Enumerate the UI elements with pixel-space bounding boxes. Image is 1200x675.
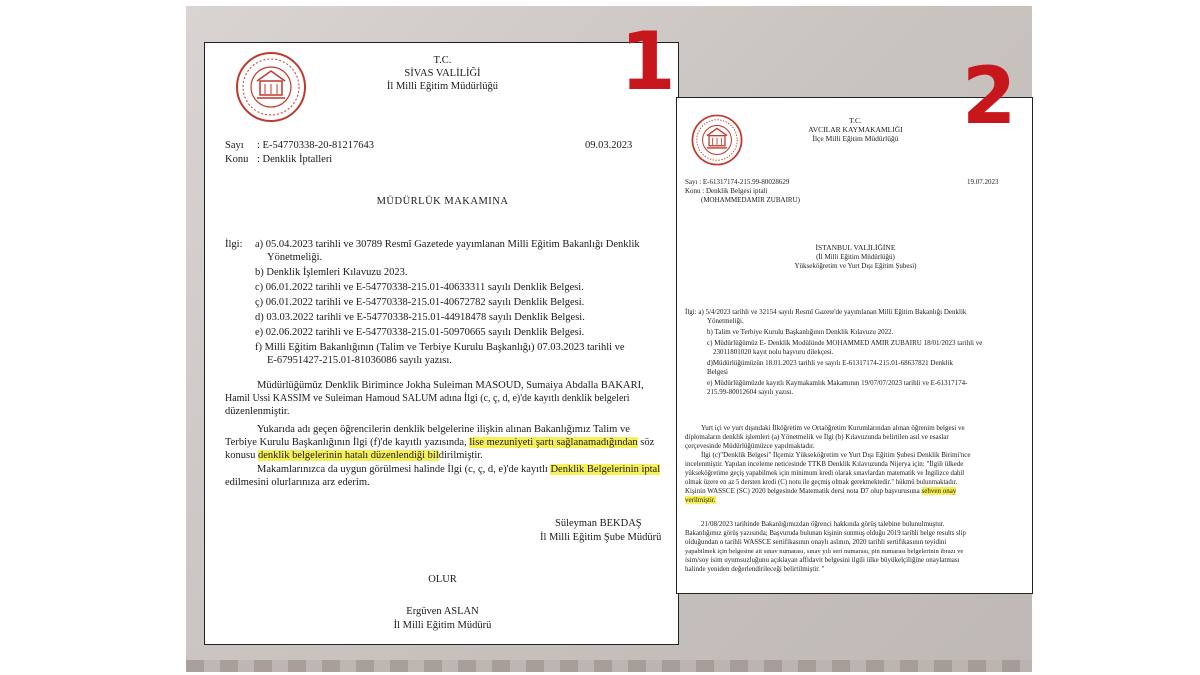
ilgi-line: Yönetmeliği. [707,317,744,325]
ilgi-line: e) Müdürlüğümüzde kayıtlı Kaymakamlık Makamının 19/07/07/2023 tarihli ve E-61317174- [707,379,968,387]
paragraph-1-line: diplomaların denklik işlemleri (a) Yönetmelik ve İlgi (b) Kılavuzunda belirtilen asıl ve esaslar [685,433,949,441]
paragraph-1-line: Yurt içi ve yurt dışındaki İlköğretim ve Ortaöğretim Kurumlarından alınan öğrenim belgesi ve [701,424,965,432]
paragraph-2-line [685,487,956,496]
ilgi-label: İlgi: [225,239,243,250]
paragraph-1-line: Müdürlüğümüz Denklik Birimince Jokha Suleiman MASOUD, Sumaiya Abdalla BAKARI, [257,380,644,391]
header-province: SİVAS VALİLİĞİ [404,68,481,79]
konu-value: : Denklik İptalleri [257,154,333,165]
konu-line: Konu : Denklik Belgesi iptali [685,187,768,195]
paragraph-3-line: edilmesini olurlarınıza arz ederim. [225,477,370,488]
paragraph-1-line: düzenlenmiştir. [225,406,290,417]
paragraph-3-line: halinde yeniden değerlendirileceği belirtilmiştir. " [685,565,825,573]
text-segment: söz [640,437,655,448]
highlighted-text: lise mezuniyeti şartı sağlanamadığından [469,437,638,448]
ilgi-item: Yönetmeliği. [267,252,323,263]
header-directorate: İl Milli Eğitim Müdürlüğü [386,81,499,92]
text-segment: konusu [225,450,256,461]
paragraph-3-line: 21/08/2023 tarihinde Bakanlığımızdan öğrenci hakkında görüş talebine bulunulmuştur. [701,520,945,528]
approver-name: Ergüven ASLAN [406,606,479,617]
highlighted-text: Denklik Belgelerinin iptal [550,464,661,475]
text-segment: Makamlarınızca da uygun görülmesi halinde İlgi (c, ç, d, e)'de kayıtlı [257,464,548,475]
highlighted-text: denklik belgelerinin hatalı düzenlendiği bil [257,450,439,461]
text-segment: dirilmiştir. [438,450,483,461]
ilgi-item: d) 03.03.2022 tarihli ve E-54770338-215.01-44918478 sayılı Denklik Belgesi. [255,312,585,323]
olur-label: OLUR [428,574,457,585]
number-label-2: 2 [962,52,1017,142]
ilgi-item: b) Denklik İşlemleri Kılavuzu 2023. [255,267,408,278]
header-tc: T.C. [849,116,862,125]
ilgi-item: ç) 06.01.2022 tarihli ve E-54770338-215.01-40672782 sayılı Denklik Belgesi. [255,297,585,308]
ilgi-line: d)Müdürlüğümüzün 18.01.2023 tarihli ve sayılı E-61317174-215.01-68637821 Denklik [707,359,953,367]
highlighted-text: sehven onay [921,487,957,495]
addressee: İSTANBUL VALİLİĞİNE [815,243,896,252]
paragraph-3-line: yapabilmek için belgesine ait sınav numarası, sınav yılı seri numarası, pin numarası belgelerinin ibrazı ve [685,548,964,555]
header-directorate: İlçe Milli Eğitim Müdürlüğü [812,134,899,143]
konu-label: Konu [225,154,249,165]
paragraph-3-line: olduğundan o tarihli WASSCE sertifikasının onaylı aslının, 2020 tarihli sertifikasının teyidini [685,538,947,546]
paragraph-3-line: isim/soy isim uyumsuzluğunu açıklayan affidavit belgesini ilgili ülke büyükelçiliğine onaylatması [685,556,960,564]
document-date: 19.07.2023 [967,178,999,186]
paragraph-2-line: Yukarıda adı geçen öğrencilerin denklik belgelerine ilişkin alınan Bakanlığımız Talim ve [257,424,630,435]
sayi-line: Sayı : E-61317174-215.99-80028629 [685,178,790,186]
ilgi-line: b) Talim ve Terbiye Kurulu Başkanlığının Denklik Kılavuzu 2022. [707,328,894,336]
ilgi-item: e) 02.06.2022 tarihli ve E-54770338-215.01-50970665 sayılı Denklik Belgesi. [255,327,585,338]
paragraph-3-line [257,463,660,476]
ilgi-line: 23011801020 kayıt nolu başvuru dilekçesi. [713,348,834,356]
paragraph-3-line: Bakanlığımız görüş yazısında; Başvuruda bulunan kişinin sunmuş olduğu 2019 tarihli belge results slip [685,530,966,537]
ilgi-item: f) Milli Eğitim Bakanlığının (Talim ve Terbiye Kurulu Başkanlığı) 07.03.2023 tarihli ve [255,342,625,353]
signer-name: Süleyman BEKDAŞ [555,518,642,529]
header-tc: T.C. [433,55,452,66]
paragraph-2-line: yükseköğretime geçiş yapabilmek için minimum kredi olarak sınavlardan matematik ve İngilizce dahil [685,470,965,477]
ilgi-line: Belgesi [707,368,728,376]
approver-title: İl Milli Eğitim Müdürü [393,620,492,631]
ilgi-item: a) 05.04.2023 tarihli ve 30789 Resmî Gazetede yayımlanan Milli Eğitim Bakanlığı Denklik [255,239,640,250]
konu-name: (MOHAMMEDAMIR ZUBAIRU) [701,196,800,204]
ilgi-line: c) Müdürlüğümüz E- Denklik Modülünde MOHAMMED AMIR ZUBAIRU 18/01/2023 tarihli ve [707,339,983,347]
document-date: 09.03.2023 [585,140,633,151]
paragraph-2-line: olmak üzere en az 5 dersten kredi (C) notu ile geçmiş olmak gerekmektedir." hükmü bulunmaktadır. [685,479,958,486]
text-segment: Kişinin WASSCE (SC) 2020 belgesinde Matematik dersi nota D7 olup başvurusuna [685,487,920,495]
paragraph-1-line: Hamil Ussi KASSIM ve Suleiman Hamoud SALUM adına İlgi (c, ç, d, e)'de kayıtlı denklik belgeleri [225,393,630,404]
ilgi-item: E-67951427-215.01-81036086 sayılı yazısı. [267,355,452,366]
paragraph-2-line [225,436,654,449]
signer-title: İl Milli Eğitim Şube Müdürü [540,532,662,543]
paragraph-1-line: çerçevesinde Müdürlüğümüzce yapılmaktadır. [685,442,815,450]
paragraph-2-line [685,496,716,505]
document-1 [204,42,679,645]
addressee-line: Yükseköğretim ve Yurt Dışı Eğitim Şubesi) [794,262,917,270]
paragraph-2-line: incelenmiştir. Yapılan inceleme neticesinde TTKB Denklik Kılavuzunda Nijerya için: "İlgili ülkede [685,460,964,468]
background-edge [186,660,1032,672]
paragraph-2-line: İlgi (c)"Denklik Belgesi" İlçemiz Yükseköğretim ve Yurt Dışı Eğitim Şubesi Denklik Birimi'nce [701,451,971,459]
number-label-1: 1 [620,15,676,108]
sayi-label: Sayı [225,140,244,151]
addressee: MÜDÜRLÜK MAKAMINA [376,196,509,207]
highlighted-text: verilmiştir. [685,496,716,504]
header-district: AVCILAR KAYMAKAMLIĞI [808,125,903,134]
ilgi-line: 215.99-80012604 sayılı yazısı. [707,388,794,396]
ilgi-item: c) 06.01.2022 tarihli ve E-54770338-215.01-40633311 sayılı Denklik Belgesi. [255,282,584,293]
paragraph-2-line [225,449,483,462]
text-segment: Terbiye Kurulu Başkanlığının İlgi (f)'de kayıtlı yazısında, [225,437,467,448]
addressee-line: (İl Milli Eğitim Müdürlüğü) [816,253,895,261]
ilgi-line: İlgi: a) 5/4/2023 tarihli ve 32154 sayılı Resmî Gazete'de yayımlanan Milli Eğitim Bakanlığı Denklik [685,308,967,316]
sayi-value: : E-54770338-20-81217643 [257,140,374,151]
document-2 [676,97,1033,594]
